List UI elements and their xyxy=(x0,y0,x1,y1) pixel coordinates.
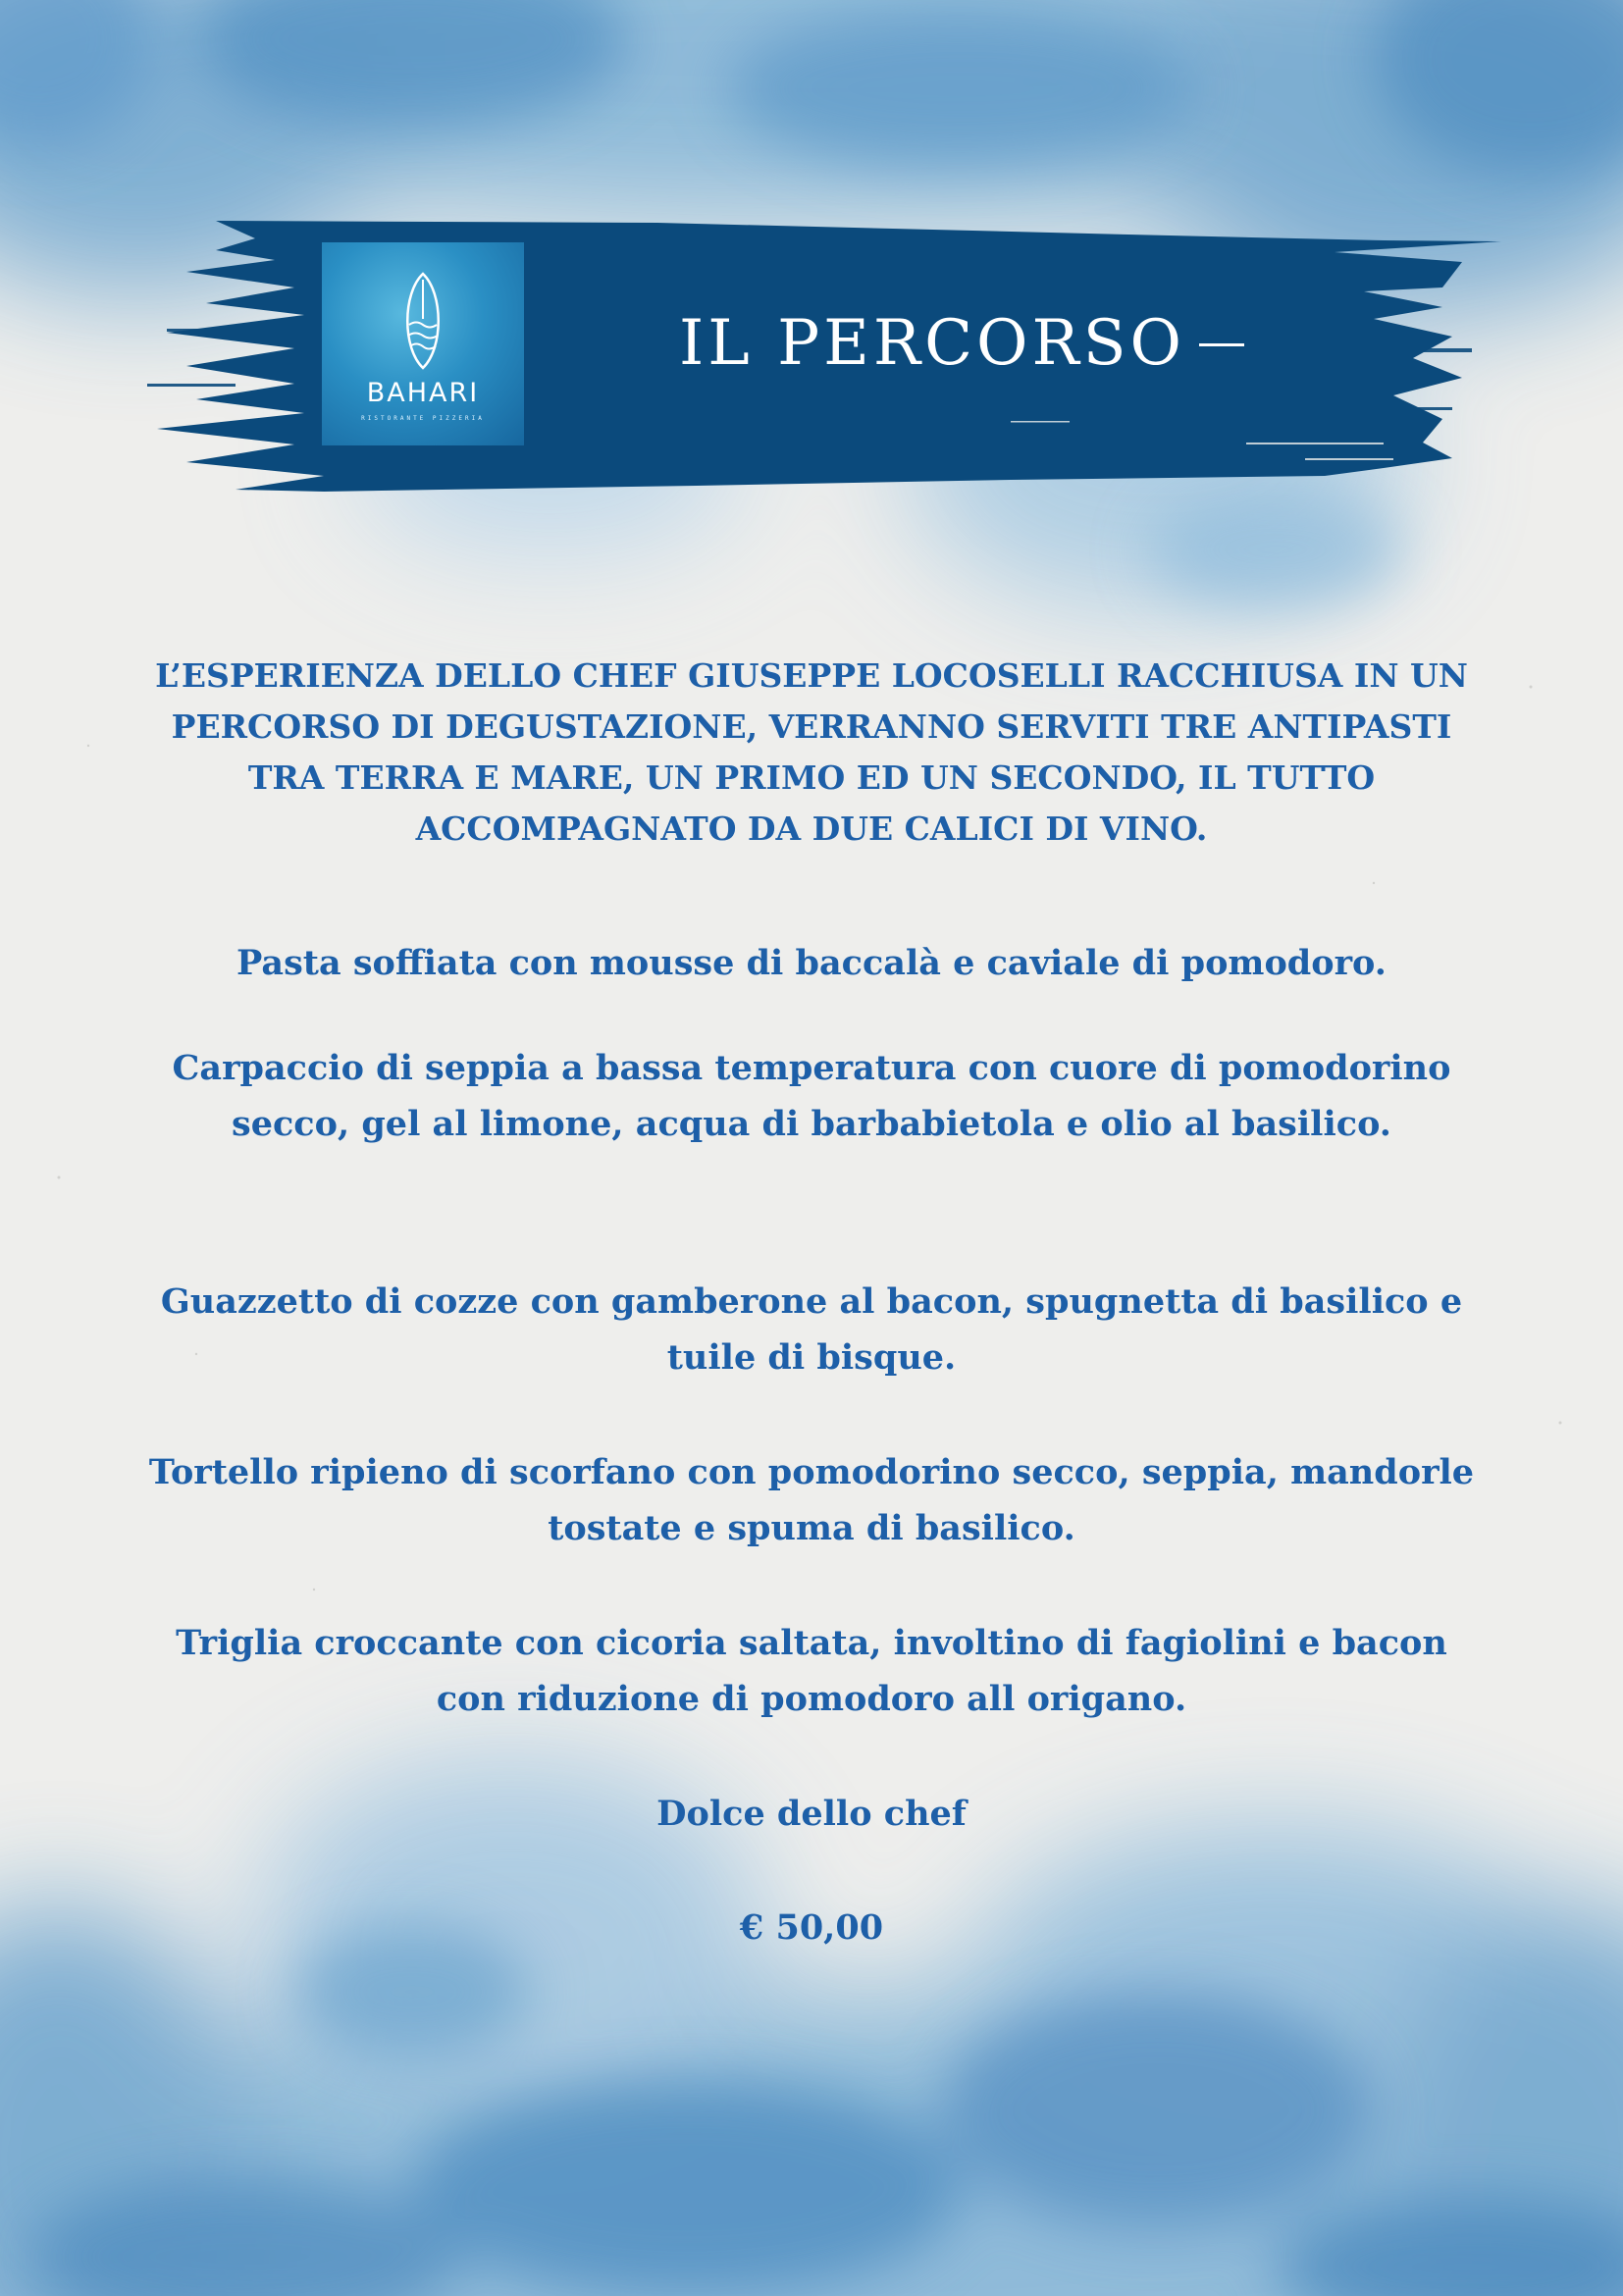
logo-subtitle: RISTORANTE PIZZERIA xyxy=(361,415,485,422)
logo-name: BAHARI xyxy=(366,378,480,408)
menu-item-dolce: Dolce dello chef xyxy=(656,1794,967,1834)
bahari-logo xyxy=(322,242,524,445)
page-title: IL PERCORSO xyxy=(678,307,1186,380)
menu-item-carpaccio: Carpaccio di seppia a bassa temperatura con cuore di pomodorino secco, gel al limone, acqua di barbabietola e olio al basilico. xyxy=(172,1048,1451,1144)
menu-item-tortello: Tortello ripieno di scorfano con pomodorino secco, seppia, mandorle tostate e spuma di basilico. xyxy=(148,1452,1475,1548)
title-dash xyxy=(1199,343,1244,346)
menu-price: € 50,00 xyxy=(739,1907,884,1948)
menu-item-triglia: Triglia croccante con cicoria saltata, involtino di fagiolini e bacon con riduzione di pomodoro all origano. xyxy=(176,1623,1447,1719)
intro-text: L’ESPERIENZA DELLO CHEF GIUSEPPE LOCOSELLI RACCHIUSA IN UN PERCORSO DI DEGUSTAZIONE, VERRANNO SERVITI TRE ANTIPASTI TRA TERRA E MARE, UN PRIMO ED UN SECONDO, IL TUTTO ACCOMPAGNATO DA DUE CALICI DI VINO. xyxy=(155,656,1468,848)
menu-item-pasta: Pasta soffiata con mousse di baccalà e caviale di pomodoro. xyxy=(236,943,1387,983)
menu-item-guazzetto: Guazzetto di cozze con gamberone al bacon, spugnetta di basilico e tuile di bisque. xyxy=(160,1281,1463,1378)
